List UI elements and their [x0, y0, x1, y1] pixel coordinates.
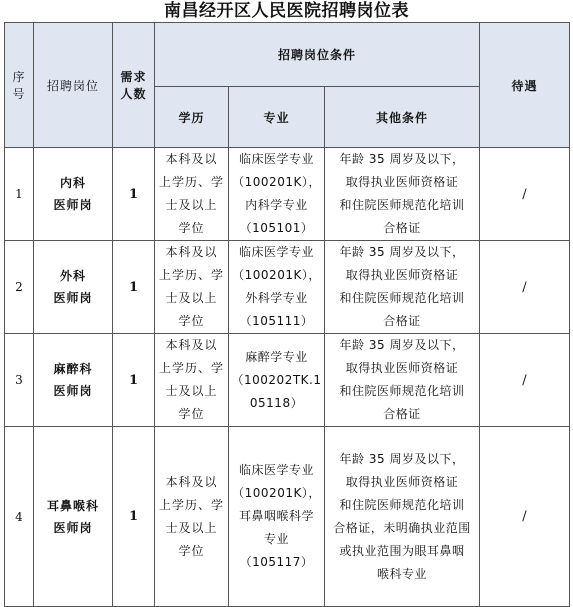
header-row-top	[5, 23, 570, 87]
row-other: 年龄 35 周岁及以下， 取得执业医师资格证 和住院医师规范化培训 合格证	[325, 334, 480, 427]
row-seq: 4	[5, 427, 34, 607]
row-major: 临床医学专业 （100201K）， 外科学专业 （105111）	[229, 241, 325, 334]
row-other: 年龄 35 周岁及以下， 取得执业医师资格证 和住院医师规范化培训 合格证，未明确执业范围 或执业范围为眼耳鼻咽 喉科专业	[325, 427, 480, 607]
row-position: 内科 医师岗	[34, 148, 113, 241]
row-education: 本科及以 上学历、学 士及以上 学位	[155, 148, 229, 241]
row-education: 本科及以 上学历、学 士及以上 学位	[155, 427, 229, 607]
row-education: 本科及以 上学历、学 士及以上 学位	[155, 241, 229, 334]
row-education: 本科及以 上学历、学 士及以上 学位	[155, 334, 229, 427]
row-major: 临床医学专业 （100201K）， 耳鼻咽喉科学 专业（105117）	[229, 427, 325, 607]
row-treatment: /	[480, 241, 570, 334]
table-row	[5, 148, 570, 241]
row-position: 麻醉科 医师岗	[34, 334, 113, 427]
row-seq: 1	[5, 148, 34, 241]
header-conditions: 招聘岗位条件	[155, 23, 480, 87]
recruitment-table	[4, 22, 570, 607]
header-treatment: 待遇	[480, 23, 570, 148]
row-count: 1	[113, 334, 155, 427]
row-count: 1	[113, 427, 155, 607]
row-seq: 2	[5, 241, 34, 334]
row-major: 临床医学专业 （100201K）， 内科学专业 （105101）	[229, 148, 325, 241]
header-major: 专业	[229, 87, 325, 148]
table-row	[5, 241, 570, 334]
table-row	[5, 334, 570, 427]
row-count: 1	[113, 148, 155, 241]
header-seq: 序 号	[5, 23, 34, 148]
row-position: 外科 医师岗	[34, 241, 113, 334]
header-other: 其他条件	[325, 87, 480, 148]
page-title: 南昌经开区人民医院招聘岗位表	[164, 1, 409, 21]
table-row	[5, 427, 570, 607]
row-count: 1	[113, 241, 155, 334]
row-other: 年龄 35 周岁及以下， 取得执业医师资格证 和住院医师规范化培训 合格证	[325, 241, 480, 334]
row-treatment: /	[480, 148, 570, 241]
header-education: 学历	[155, 87, 229, 148]
row-other: 年龄 35 周岁及以下， 取得执业医师资格证 和住院医师规范化培训 合格证	[325, 148, 480, 241]
row-position: 耳鼻喉科 医师岗	[34, 427, 113, 607]
row-treatment: /	[480, 334, 570, 427]
row-treatment: /	[480, 427, 570, 607]
row-seq: 3	[5, 334, 34, 427]
row-major: 麻醉学专业 （100202TK.1 05118）	[229, 334, 325, 427]
header-count: 需求 人数	[113, 23, 155, 148]
header-position: 招聘岗位	[34, 23, 113, 148]
